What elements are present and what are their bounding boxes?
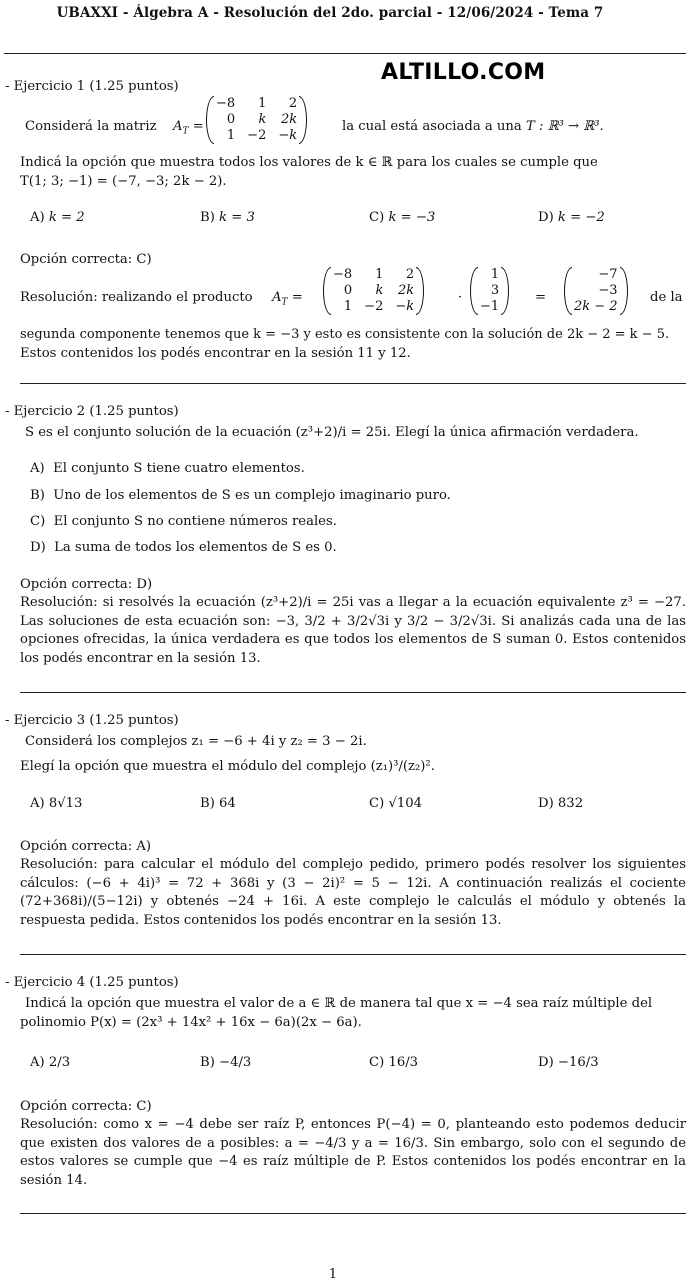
- option-b: B) 64: [200, 796, 236, 811]
- matrix-cell: 2: [288, 96, 298, 111]
- exercise-intro: Indicá la opción que muestra el valor de a ∈ ℝ de manera tal que x = −4 sea raíz múltiple del: [25, 996, 653, 1011]
- exercise-question: Elegí la opción que muestra el módulo del complejo (z₁)³/(z₂)².: [20, 759, 435, 774]
- option-d: D) −16/3: [538, 1055, 599, 1070]
- option-d: D) 832: [538, 796, 584, 811]
- option-c: C) √104: [369, 796, 423, 811]
- matrix-cell: 0: [226, 112, 236, 127]
- resolution-end: de la: [650, 290, 683, 305]
- exercise-intro: S es el conjunto solución de la ecuación (z³+2)/i = 25i. Elegí la única afirmación verdadera.: [25, 425, 639, 440]
- product-dot: ·: [458, 290, 463, 305]
- matrix-a: [210, 96, 303, 144]
- exercise-divider: [20, 954, 686, 955]
- matrix-cell: 2: [405, 267, 415, 282]
- correct-option: Opción correcta: C): [20, 1099, 152, 1114]
- exercise-question-cont: T(1; 3; −1) = (−7, −3; 2k − 2).: [20, 174, 227, 189]
- matrix-cell: 2k: [280, 112, 298, 127]
- correct-option: Opción correcta: A): [20, 839, 152, 854]
- exercise-intro-end: la cual está asociada a una T : ℝ³ → ℝ³.: [342, 119, 604, 134]
- exercise-intro-start: Considerá la matriz: [25, 119, 157, 134]
- option-a: A) 2/3: [30, 1055, 71, 1070]
- option-b: B) −4/3: [200, 1055, 252, 1070]
- watermark-logo: ALTILLO.COM: [381, 60, 546, 85]
- exercise-divider: [20, 383, 686, 384]
- correct-option: Opción correcta: D): [20, 577, 153, 592]
- resolution-text: Resolución: para calcular el módulo del complejo pedido, primero podés resolver los siguientes cálculos: (−6 + 4i)³ = 72 + 368i y (3 − 2i)² = 5 − 12i. A continuación realizás el cociente (72+368i)/(5−12i) y obtenés −24 + 16i. A este complejo le calculás el módulo y obtenés la respuesta pedida. Estos contenidos los podés encontrar en la sesión 13.: [20, 857, 686, 928]
- vector-cell: −3: [598, 283, 618, 298]
- option-b: B) Uno de los elementos de S es un complejo imaginario puro.: [30, 488, 451, 503]
- exercise-intro-cont: polinomio P(x) = (2x³ + 14x² + 16x − 6a)(2x − 6a).: [20, 1015, 362, 1030]
- matrix-cell: 0: [343, 283, 353, 298]
- header-divider: [4, 53, 686, 54]
- option-a: A) k = 2: [30, 210, 85, 225]
- exercise-question: Indicá la opción que muestra todos los valores de k ∈ ℝ para los cuales se cumple que: [20, 155, 598, 170]
- matrix-cell: k: [258, 112, 267, 127]
- resolution-start: Resolución: realizando el producto: [20, 290, 253, 305]
- result-vector: [568, 267, 624, 315]
- matrix-cell: −2: [247, 128, 267, 143]
- matrix-cell: 2k: [397, 283, 415, 298]
- matrix-cell: 1: [226, 128, 236, 143]
- page-title: UBAXXI - Álgebra A - Resolución del 2do. parcial - 12/06/2024 - Tema 7: [56, 5, 604, 21]
- option-a: A) El conjunto S tiene cuatro elementos.: [30, 461, 305, 476]
- vector-cell: 1: [490, 267, 500, 282]
- matrix-cell: 1: [375, 267, 384, 282]
- exercise-intro: Considerá los complejos z₁ = −6 + 4i y z₂ = 3 − 2i.: [25, 734, 367, 749]
- equals-sign: =: [535, 290, 547, 305]
- correct-option: Opción correcta: C): [20, 252, 152, 267]
- exercise-title: - Ejercicio 2 (1.25 puntos): [5, 404, 179, 419]
- matrix-cell: k: [375, 283, 384, 298]
- page-number: 1: [328, 1267, 338, 1282]
- option-c: C) El conjunto S no contiene números reales.: [30, 514, 337, 529]
- option-b: B) k = 3: [200, 210, 255, 225]
- vector-cell: −7: [598, 267, 618, 282]
- matrix-cell: −8: [333, 267, 353, 282]
- option-c: C) k = −3: [369, 210, 436, 225]
- resolution-text: Resolución: si resolvés la ecuación (z³+2)/i = 25i vas a llegar a la ecuación equivalente z³ = −27. Las soluciones de esta ecuación son: −3, 3/2 + 3/2√3i y 3/2 − 3/2√3i. Si analizás cada una de las opciones ofrecidas, la única verdadera es que todos los elementos de S suman 0. Estos contenidos los podés encontrar en la sesión 13.: [20, 595, 686, 666]
- exercise-title: - Ejercicio 1 (1.25 puntos): [5, 79, 179, 94]
- vector-cell: −1: [480, 299, 500, 314]
- option-a: A) 8√13: [30, 796, 83, 811]
- option-d: D) k = −2: [538, 210, 605, 225]
- matrix-name: $A_T$ =: [272, 290, 303, 308]
- matrix-name: $A_T$ =: [173, 119, 204, 137]
- exercise-divider: [20, 692, 686, 693]
- matrix-cell: −k: [395, 299, 415, 314]
- resolution-line: segunda componente tenemos que k = −3 y esto es consistente con la solución de 2k − 2 = k − 5.: [20, 327, 670, 342]
- resolution-line: Estos contenidos los podés encontrar en la sesión 11 y 12.: [20, 346, 411, 361]
- exercise-divider: [20, 1213, 686, 1214]
- matrix-cell: −8: [216, 96, 236, 111]
- vector-cell: 3: [490, 283, 500, 298]
- vector-cell: 2k − 2: [574, 299, 618, 314]
- matrix-cell: −2: [364, 299, 384, 314]
- exercise-title: - Ejercicio 3 (1.25 puntos): [5, 713, 179, 728]
- matrix-cell: 1: [343, 299, 353, 314]
- option-c: C) 16/3: [369, 1055, 419, 1070]
- matrix-a-product: [327, 267, 420, 315]
- vector: [474, 267, 505, 315]
- resolution-text: Resolución: como x = −4 debe ser raíz P, entonces P(−4) = 0, planteando esto podemos deducir que existen dos valores de a posibles: a = −4/3 y a = 16/3. Sin embargo, solo con el segundo de estos valores se cumple que −4 es raíz múltiple de P. Estos contenidos los podés encontrar en la sesión 14.: [20, 1117, 686, 1188]
- matrix-cell: −k: [278, 128, 298, 143]
- option-d: D) La suma de todos los elementos de S es 0.: [30, 540, 337, 555]
- matrix-cell: 1: [258, 96, 267, 111]
- exercise-title: - Ejercicio 4 (1.25 puntos): [5, 975, 179, 990]
